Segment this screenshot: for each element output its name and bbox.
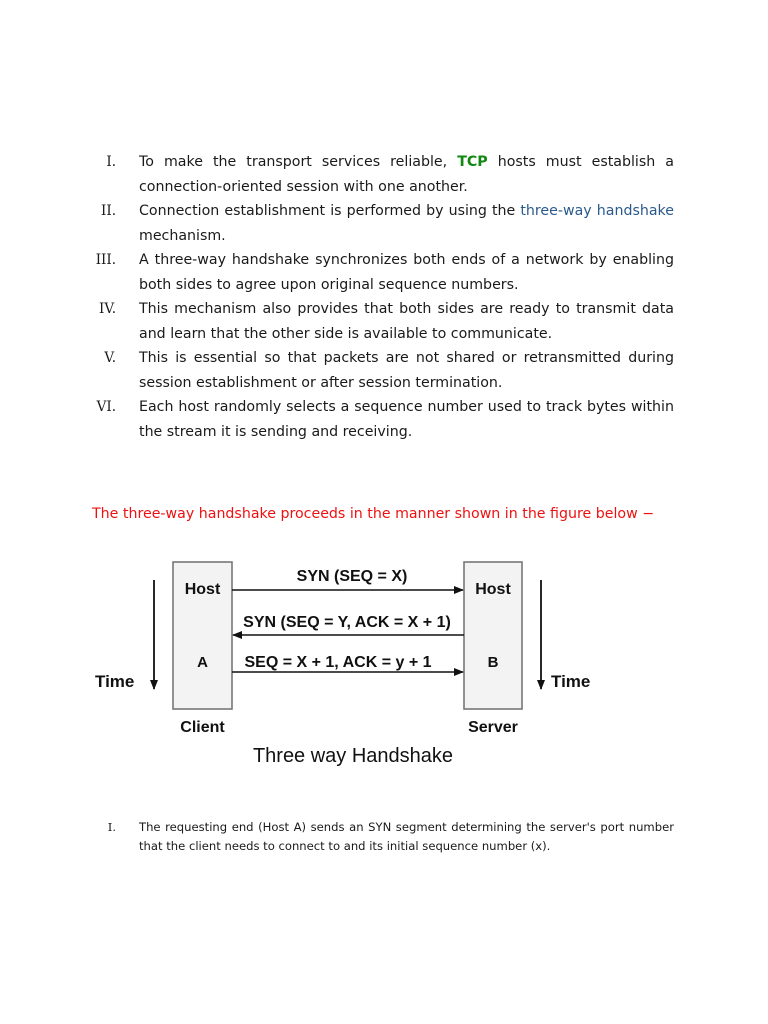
ack-label: SEQ = X + 1, ACK = y + 1: [244, 654, 432, 671]
figure-intro: The three-way handshake proceeds in the manner shown in the figure below −: [92, 506, 655, 522]
list-text: The requesting end (Host A) sends an SYN segment determining the server's port number that the client needs to connect to and its initial sequence number (x).: [139, 820, 674, 853]
handshake-steps-list: [92, 818, 674, 855]
list-number: I.: [106, 154, 116, 170]
host-b-label: Host: [475, 581, 511, 598]
list-text: To make the transport services reliable,: [139, 154, 458, 170]
list-text: Connection establishment is performed by using the: [139, 203, 521, 219]
list-text: mechanism.: [139, 227, 226, 244]
syn-ack-label: SYN (SEQ = Y, ACK = X + 1): [243, 614, 451, 631]
host-a-letter: A: [197, 654, 208, 671]
list-item: [92, 818, 674, 855]
list-number: V.: [104, 350, 116, 366]
list-text: This mechanism also provides that both sides are ready to transmit data and learn that the other side is available to communicate.: [139, 301, 674, 342]
tcp-highlight: TCP: [457, 154, 488, 170]
host-a-label: Host: [184, 581, 221, 598]
list-text: This is essential so that packets are not shared or retransmitted during session establishment or after session termination.: [139, 350, 674, 391]
time-label-right: Time: [551, 672, 591, 691]
list-text: Each host randomly selects a sequence number used to track bytes within the stream it is sending and receiving.: [139, 399, 674, 440]
server-caption: Server: [468, 719, 518, 736]
host-b-letter: B: [487, 654, 499, 671]
list-number: I.: [107, 820, 116, 834]
list-text: hosts must establish a connection-oriented session with one another.: [139, 154, 674, 195]
syn-label: SYN (SEQ = X): [296, 568, 408, 585]
three-way-handshake-link[interactable]: three-way handshake: [520, 203, 674, 219]
list-number: VI.: [96, 399, 116, 415]
list-number: III.: [95, 252, 116, 268]
figure-title: Three way Handshake: [252, 745, 454, 767]
list-number: IV.: [98, 301, 116, 317]
list-text: A three-way handshake synchronizes both ends of a network by enabling both sides to agree upon original sequence numbers.: [139, 252, 674, 293]
time-label-left: Time: [95, 672, 135, 691]
client-caption: Client: [180, 719, 225, 736]
list-number: II.: [101, 203, 116, 219]
